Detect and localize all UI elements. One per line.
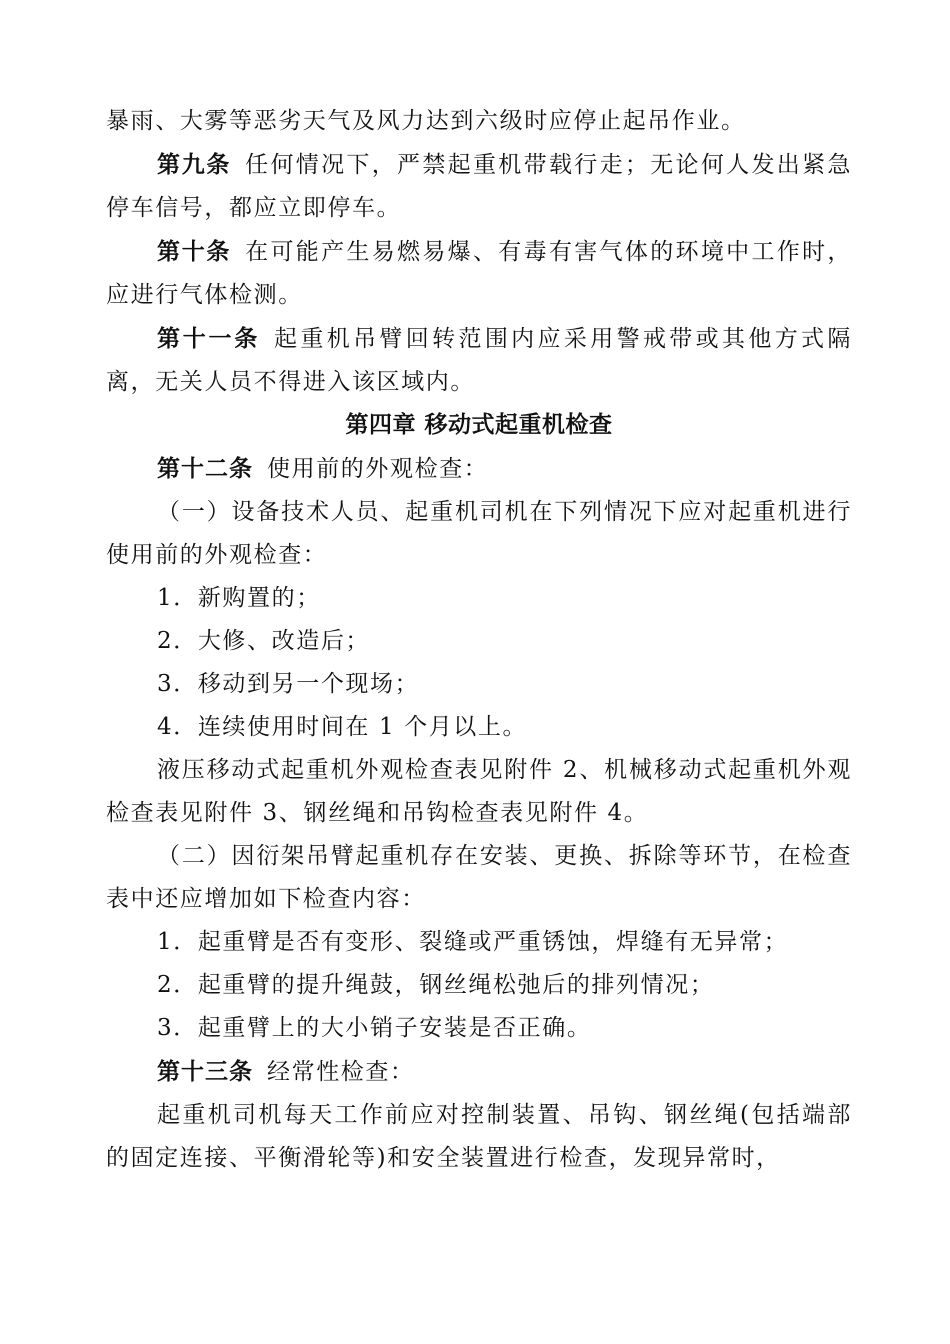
paragraph [106, 230, 852, 317]
paragraph [106, 577, 852, 620]
paragraph-text: 2．起重臂的提升绳鼓，钢丝绳松弛后的排列情况； [157, 972, 715, 998]
paragraph-text: 使用前的外观检查： [267, 456, 489, 482]
paragraph-text: 任何情况下，严禁起重机带载行走；无论何人发出紧急停车信号，都应立即停车。 [106, 152, 853, 221]
paragraph-text: 1．新购置的； [157, 585, 321, 611]
paragraph [106, 447, 852, 491]
paragraph-group-chapter-3-end [106, 100, 852, 404]
paragraph [106, 749, 852, 835]
chapter-title: 第四章 移动式起重机检查 [345, 412, 613, 438]
paragraph-text: 4．连续使用时间在 1 个月以上。 [157, 714, 528, 740]
paragraph-text: （一）设备技术人员、起重机司机在下列情况下应对起重机进行使用前的外观检查： [106, 499, 852, 568]
paragraph-text: 起重机司机每天工作前应对控制装置、吊钩、钢丝绳(包括端部的固定连接、平衡滑轮等)和安全装置进行检查，发现异常时， [106, 1102, 852, 1171]
paragraph [106, 143, 852, 230]
paragraph-text: 1．起重臂是否有变形、裂缝或严重锈蚀，焊缝有无异常； [157, 929, 789, 955]
paragraph [106, 317, 852, 404]
paragraph-text: 暴雨、大雾等恶劣天气及风力达到六级时应停止起吊作业。 [106, 108, 746, 134]
paragraph-group-chapter-4 [106, 447, 852, 1180]
article-number: 第十三条 [157, 1058, 253, 1085]
paragraph [106, 1094, 852, 1180]
paragraph-text: 2．大修、改造后； [157, 628, 371, 654]
article-number: 第十二条 [157, 455, 253, 482]
paragraph [106, 663, 852, 706]
paragraph-text: 液压移动式起重机外观检查表见附件 2、机械移动式起重机外观检查表见附件 3、钢丝绳和吊钩检查表见附件 4。 [106, 757, 852, 826]
paragraph [106, 620, 852, 663]
paragraph-text: 起重机吊臂回转范围内应采用警戒带或其他方式隔离，无关人员不得进入该区域内。 [106, 326, 853, 395]
paragraph [106, 921, 852, 964]
article-number: 第十条 [157, 238, 232, 265]
paragraph [106, 1050, 852, 1094]
paragraph-text: （二）因衍架吊臂起重机存在安装、更换、拆除等环节，在检查表中还应增加如下检查内容： [106, 843, 852, 912]
paragraph [106, 1007, 852, 1050]
paragraph-text: 3．起重臂上的大小销子安装是否正确。 [157, 1015, 592, 1041]
paragraph-text: 经常性检查： [267, 1059, 415, 1085]
paragraph [106, 100, 852, 143]
paragraph [106, 835, 852, 921]
paragraph-text: 3．移动到另一个现场； [157, 671, 420, 697]
paragraph [106, 706, 852, 749]
paragraph-text: 在可能产生易燃易爆、有毒有害气体的环境中工作时，应进行气体检测。 [106, 239, 853, 308]
article-number: 第九条 [157, 151, 232, 178]
paragraph [106, 964, 852, 1007]
article-number: 第十一条 [157, 325, 261, 352]
paragraph [106, 491, 852, 577]
document-page [106, 100, 852, 1180]
